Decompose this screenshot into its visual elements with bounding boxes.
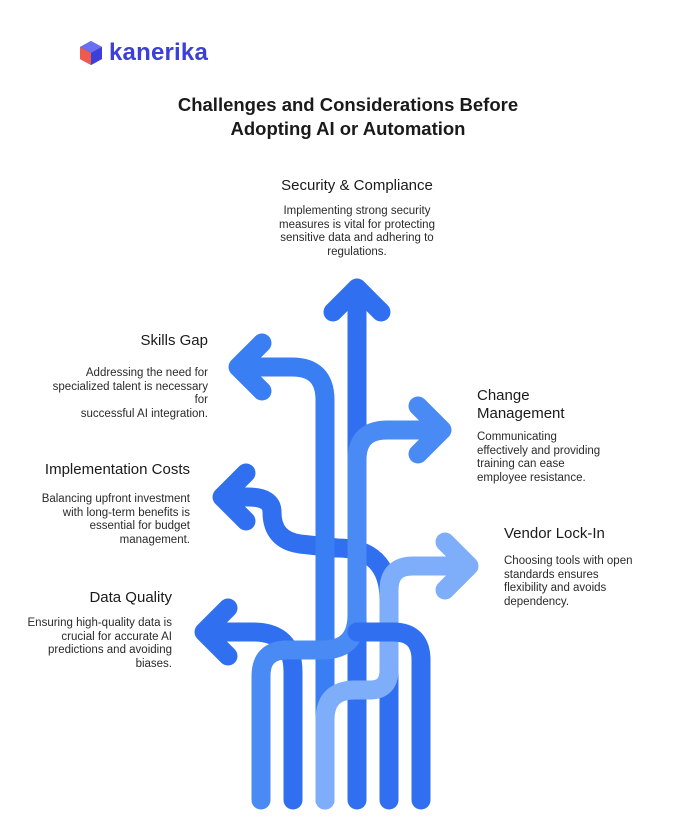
heading-implementation-costs: Implementation Costs <box>44 461 190 478</box>
item-implementation-costs <box>18 461 190 547</box>
desc-data-quality: Ensuring high-quality data is crucial for accurate AI predictions and avoiding biases. <box>27 617 172 670</box>
heading-skills-gap: Skills Gap <box>140 332 208 349</box>
desc-implementation-costs: Balancing upfront investment with long-term benefits is essential for budget management. <box>41 493 190 546</box>
title-line-2: Adopting AI or Automation <box>230 118 466 139</box>
item-change-management <box>477 387 657 485</box>
heading-change-management: Change Management <box>477 387 565 422</box>
item-data-quality <box>10 589 172 671</box>
desc-skills-gap: Addressing the need for specialized talent is necessary for successful AI integration. <box>52 367 208 420</box>
desc-security-compliance: Implementing strong security measures is vital for protecting sensitive data and adhering to regulations. <box>279 205 435 258</box>
item-vendor-lock-in <box>504 525 684 609</box>
desc-change-management: Communicating effectively and providing training can ease employee resistance. <box>477 431 601 484</box>
heading-vendor-lock-in: Vendor Lock-In <box>504 525 605 542</box>
title-line-1: Challenges and Considerations Before <box>177 94 519 115</box>
desc-vendor-lock-in: Choosing tools with open standards ensures flexibility and avoids dependency. <box>504 555 633 608</box>
heading-security-compliance: Security & Compliance <box>281 177 433 194</box>
heading-data-quality: Data Quality <box>89 589 172 606</box>
brand-name: kanerika <box>109 39 209 66</box>
item-skills-gap <box>38 332 208 421</box>
item-security-compliance <box>228 177 486 259</box>
